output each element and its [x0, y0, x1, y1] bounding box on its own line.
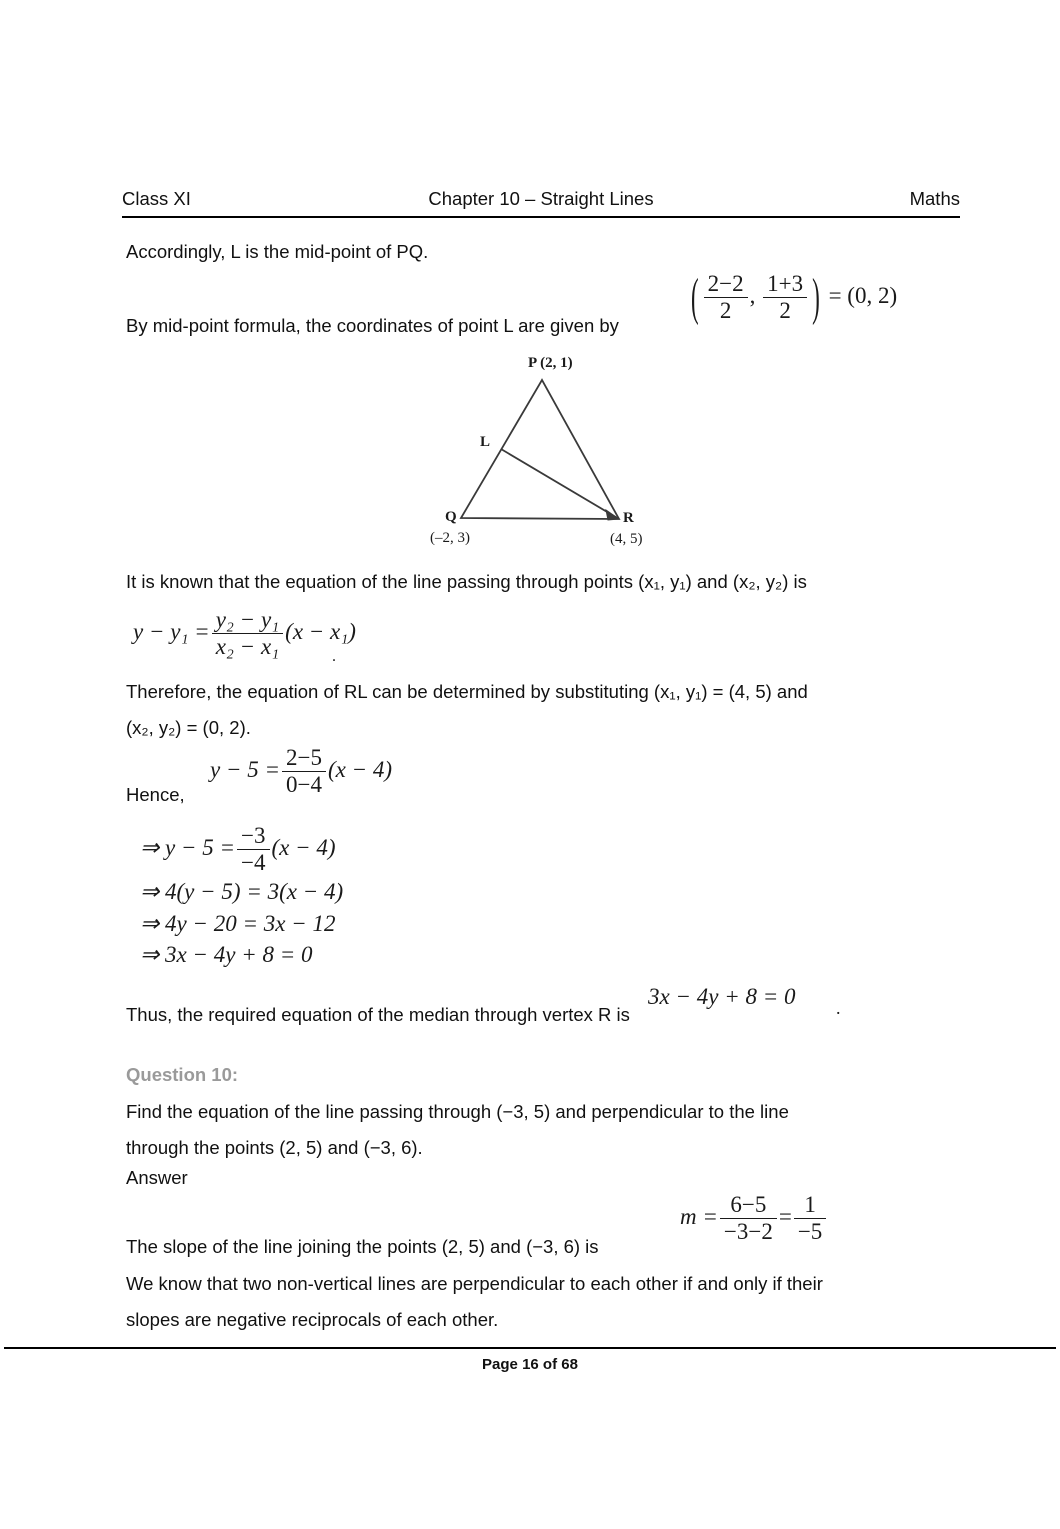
triangle-svg [420, 350, 700, 550]
label-hence: Hence, [126, 784, 185, 805]
equation-two-point-form [133, 608, 356, 660]
fraction-y-coordinate [763, 272, 807, 324]
denominator: −5 [794, 1218, 826, 1245]
thus-period: . [836, 998, 841, 1018]
equation-median-result: 3x − 4y + 8 = 0 [648, 984, 796, 1009]
footer-divider [4, 1347, 1056, 1349]
page-header [122, 186, 960, 218]
fraction-x-coordinate [704, 272, 748, 324]
numerator: 6−5 [730, 1192, 767, 1217]
vertex-label-p: P (2, 1) [528, 355, 573, 371]
step1-rhs: (x − 4) [271, 835, 336, 861]
two-point-form-period: . [332, 648, 336, 665]
numerator: 2−5 [286, 745, 322, 770]
two-point-lhs: y − y₁ = [133, 619, 210, 645]
paragraph-therefore-line2: (x₂, y₂) = (0, 2). [126, 717, 251, 738]
denominator: −4 [237, 849, 269, 876]
paragraph-perpendicular-line2: slopes are negative reciprocals of each other. [126, 1309, 499, 1330]
numerator: 1+3 [767, 271, 804, 296]
paragraph-perpendicular-line1: We know that two non-vertical lines are perpendicular to each other if and only if their [126, 1273, 823, 1294]
comma-separator: , [749, 283, 762, 309]
denominator: 2 [704, 297, 748, 324]
header-class-label: Class XI [122, 188, 191, 209]
vertex-label-q: Q [445, 509, 457, 525]
question-10-text-line2: through the points (2, 5) and (−3, 6). [126, 1137, 423, 1158]
numerator: −3 [241, 823, 266, 848]
numerator: 1 [804, 1192, 816, 1217]
vertex-label-l: L [480, 434, 491, 450]
paragraph-thus-conclusion: Thus, the required equation of the median through vertex R is [126, 1004, 630, 1025]
denominator: 0−4 [282, 771, 326, 798]
paragraph-slope-statement: The slope of the line joining the points (2, 5) and (−3, 6) is [126, 1236, 599, 1257]
fraction-slope-difference [720, 1193, 777, 1245]
hence-rhs: (x − 4) [327, 757, 393, 783]
footer-page-number: Page 16 of 68 [482, 1356, 578, 1373]
vertex-coord-q: (–2, 3) [430, 530, 470, 546]
vertex-coord-r: (4, 5) [610, 531, 643, 547]
header-subject-label: Maths [909, 188, 960, 209]
denominator: x₂ − x₁ [212, 633, 283, 660]
equation-slope-m [680, 1193, 828, 1245]
derivation-step-1 [140, 824, 336, 876]
paragraph-known-equation: It is known that the equation of the line passing through points (x₁, y₁) and (x₂, y₂) is [126, 571, 807, 592]
equals-sign: = [822, 283, 848, 309]
derivation-step-3: ⇒ 4y − 20 = 3x − 12 [140, 911, 336, 936]
right-paren: ) [812, 268, 820, 325]
numerator: y₂ − y₁ [215, 607, 280, 632]
question-10-text-line1: Find the equation of the line passing through (−3, 5) and perpendicular to the line [126, 1101, 789, 1122]
paragraph-therefore-line1: Therefore, the equation of RL can be determined by substituting (x₁, y₁) = (4, 5) and [126, 681, 808, 702]
hence-lhs: y − 5 = [210, 757, 280, 783]
step1-lhs: ⇒ y − 5 = [140, 835, 236, 861]
triangle-diagram [420, 350, 700, 550]
derivation-step-2: ⇒ 4(y − 5) = 3(x − 4) [140, 879, 344, 904]
denominator: −3−2 [720, 1218, 777, 1245]
midpoint-result: (0, 2) [847, 283, 898, 309]
question-10-heading: Question 10: [126, 1064, 239, 1085]
fraction-simplified-slope [237, 824, 269, 876]
equation-hence-substitution [210, 746, 392, 798]
equals-sign: = [778, 1204, 792, 1230]
answer-label: Answer [126, 1167, 188, 1188]
slope-m-label: m = [680, 1204, 718, 1230]
paragraph-accordingly: Accordingly, L is the mid-point of PQ. [126, 241, 429, 262]
fraction-slope-values [282, 746, 326, 798]
numerator: 2−2 [707, 271, 744, 296]
denominator: 2 [763, 297, 807, 324]
two-point-rhs: (x − x₁) [285, 619, 356, 645]
equation-midpoint-coordinates [688, 268, 898, 325]
header-chapter-title: Chapter 10 – Straight Lines [428, 188, 654, 209]
left-paren: ( [691, 268, 699, 325]
derivation-step-4: ⇒ 3x − 4y + 8 = 0 [140, 942, 313, 967]
vertex-label-r: R [623, 510, 634, 526]
median-segment-lr [501, 449, 619, 519]
fraction-slope [212, 608, 283, 660]
fraction-slope-result [794, 1193, 826, 1245]
header-row [122, 186, 960, 212]
paragraph-midpoint-formula: By mid-point formula, the coordinates of point L are given by [126, 315, 619, 336]
